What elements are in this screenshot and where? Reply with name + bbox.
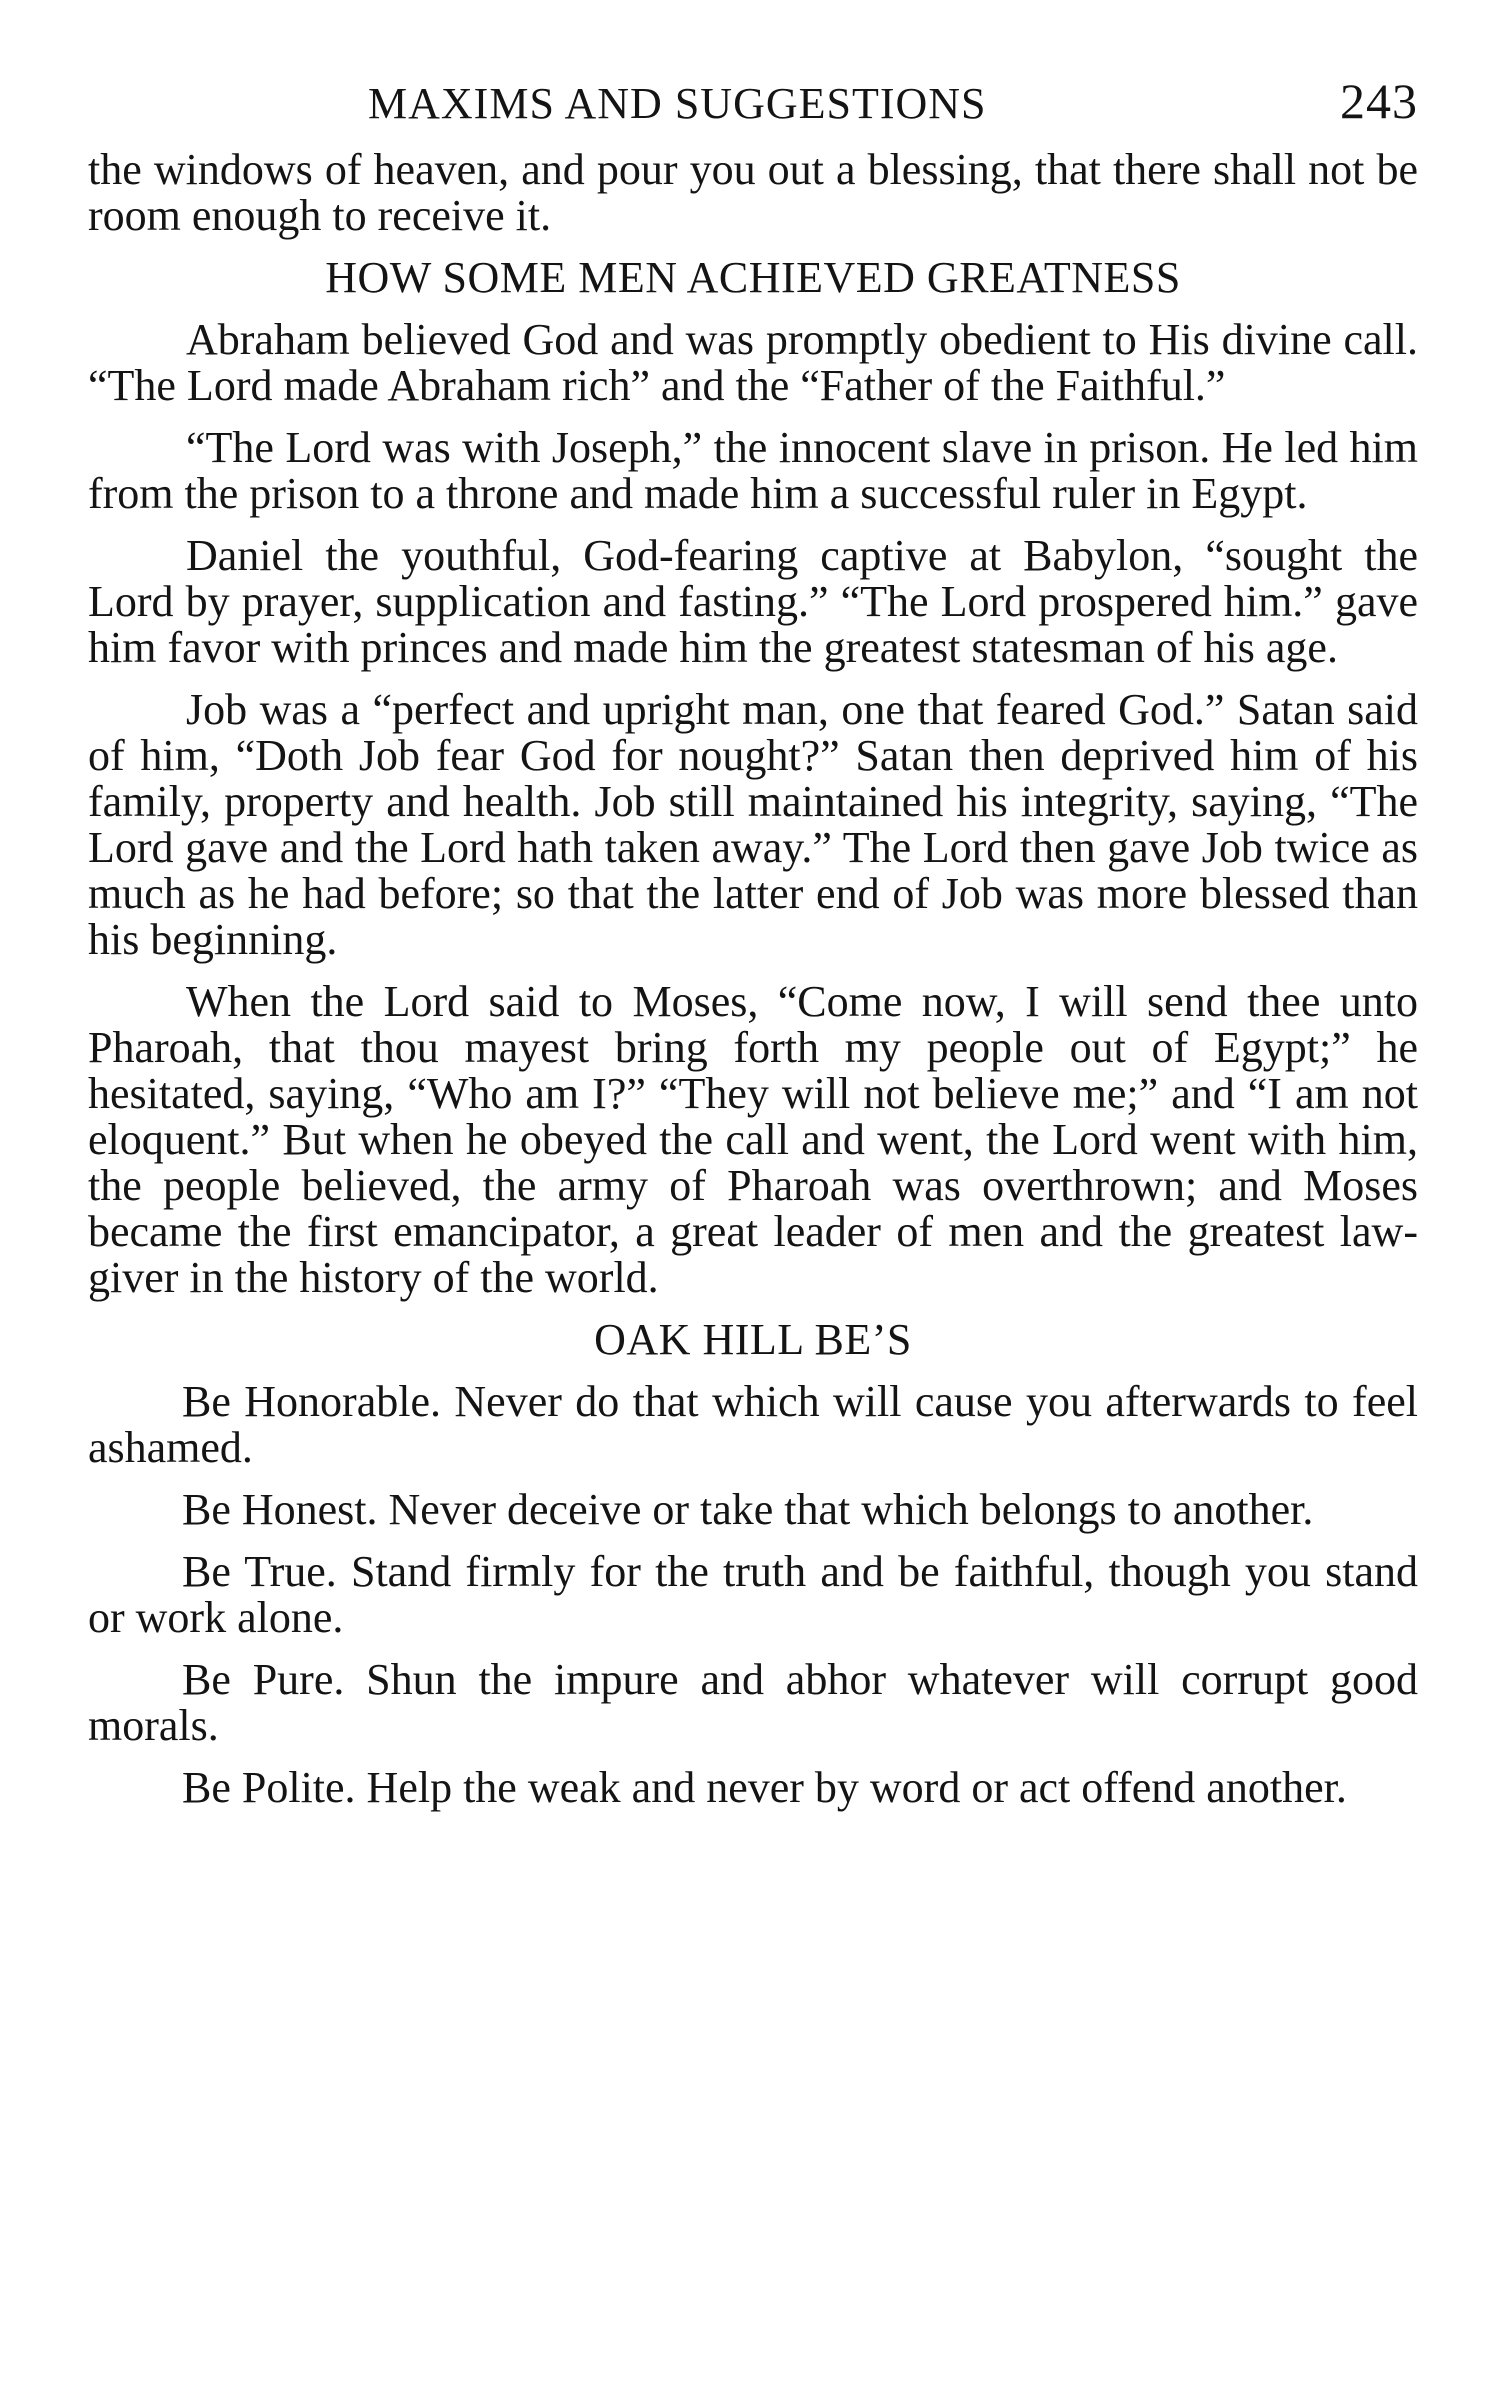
be-true: Be True. Stand firmly for the truth and be faithful, though you stand or work alone.: [88, 1547, 1418, 1642]
page-number: 243: [1340, 73, 1418, 129]
paragraph-abraham: Abraham believed God and was promptly obedient to His divine call. “The Lord made Abraham rich” and the “Father of the Faithful.”: [88, 315, 1418, 410]
be-honorable: Be Honorable. Never do that which will cause you afterwards to feel ashamed.: [88, 1377, 1418, 1472]
paragraph-joseph: “The Lord was with Joseph,” the innocent slave in prison. He led him from the prison to a throne and made him a successful ruler in Egypt.: [88, 423, 1418, 518]
paragraph-daniel: Daniel the youthful, God-fearing captive at Babylon, “sought the Lord by prayer, supplication and fasting.” “The Lord prospered him.” gave him favor with princes and made him the greatest statesman of his age.: [88, 531, 1418, 672]
section-heading-oak-hill: OAK HILL BE’S: [594, 1315, 912, 1364]
oak-hill-list: [88, 1379, 1418, 1811]
section-heading-greatness: HOW SOME MEN ACHIEVED GREATNESS: [325, 253, 1181, 302]
be-polite: Be Polite. Help the weak and never by word or act offend another.: [182, 1763, 1347, 1812]
paragraph-job: Job was a “perfect and upright man, one that feared God.” Satan said of him, “Doth Job fear God for nought?” Satan then deprived him of his family, property and health. Job still maintained his integrity, saying, “The Lord gave and the Lord hath taken away.” The Lord then gave Job twice as much as he had before; so that the latter end of Job was more blessed than his beginning.: [88, 685, 1418, 964]
be-pure: Be Pure. Shun the impure and abhor whatever will corrupt good morals.: [88, 1655, 1418, 1750]
be-honest: Be Honest. Never deceive or take that which belongs to another.: [182, 1485, 1314, 1534]
paragraph-moses: When the Lord said to Moses, “Come now, I will send thee unto Pharoah, that thou mayest bring forth my people out of Egypt;” he hesitated, saying, “Who am I?” “They will not believe me;” and “I am not eloquent.” But when he obeyed the call and went, the Lord went with him, the people believed, the army of Pharoah was overthrown; and Moses became the first emancipator, a great leader of men and the greatest law-giver in the history of the world.: [88, 977, 1418, 1302]
running-title: MAXIMS AND SUGGESTIONS: [368, 79, 987, 128]
opening-paragraph: the windows of heaven, and pour you out a blessing, that there shall not be room enough to receive it.: [88, 145, 1418, 240]
running-head: [88, 73, 1418, 129]
book-page: [88, 73, 1418, 1827]
